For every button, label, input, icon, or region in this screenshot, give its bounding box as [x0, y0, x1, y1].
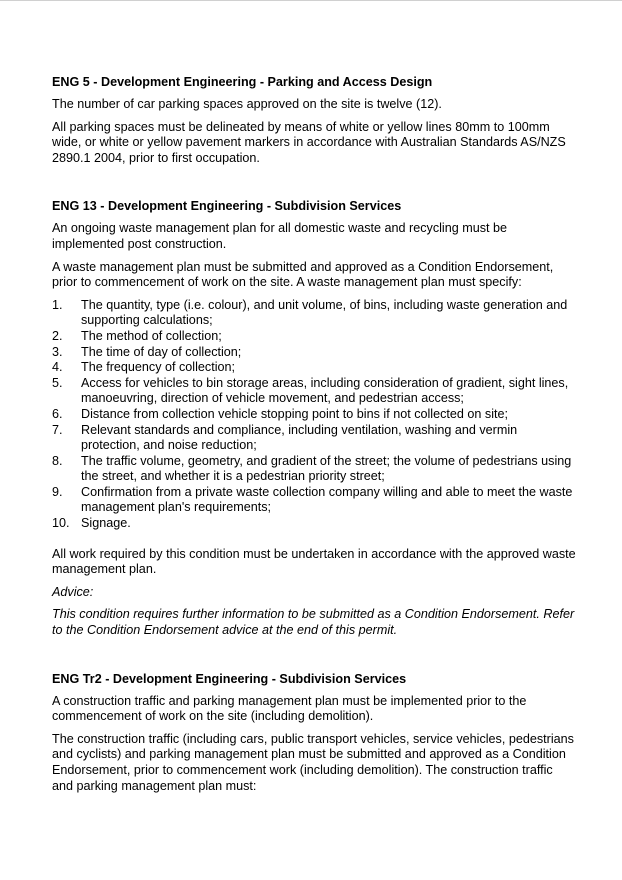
list-text: Access for vehicles to bin storage areas, including consideration of gradient, sight lines, manoeuvring, direction of vehicle movement, and pedestrian access; [81, 375, 569, 406]
advice-label: Advice: [52, 584, 94, 599]
list-text: The quantity, type (i.e. colour), and unit volume, of bins, including waste generation and supporting calculations; [81, 297, 568, 328]
list-text: The traffic volume, geometry, and gradient of the street; the volume of pedestrians using the street, and whether it is a pedestrian priority street; [81, 453, 572, 484]
paragraph: The number of car parking spaces approved on the site is twelve (12). [52, 97, 442, 111]
list-text: The method of collection; [81, 328, 222, 343]
list-item [52, 454, 577, 485]
paragraph: All work required by this condition must be undertaken in accordance with the approved waste management plan. [52, 546, 576, 577]
list-item [52, 485, 577, 516]
list-text: The frequency of collection; [81, 360, 236, 375]
list-number: 1. [52, 297, 63, 312]
advice-text: This condition requires further information to be submitted as a Condition Endorsement. Refer to the Condition Endorsement advice at the end of this permit. [52, 607, 575, 638]
page-top-border [0, 0, 622, 1]
document-page [52, 74, 577, 794]
section-heading-eng5: ENG 5 - Development Engineering - Parking and Access Design [52, 75, 433, 89]
list-item [52, 423, 577, 454]
list-number: 4. [52, 360, 63, 375]
paragraph: The construction traffic (including cars, public transport vehicles, service vehicles, pedestrians and cyclists) and parking management plan must be submitted and approved as a Condition Endorsement, prior to commencement work (including demolition). The construction traffic and parking management plan must: [52, 731, 574, 793]
requirements-list [52, 298, 577, 532]
list-item [52, 376, 577, 407]
list-item [52, 329, 577, 345]
list-text: Relevant standards and compliance, including ventilation, washing and vermin protection, and noise reduction; [81, 422, 518, 453]
list-number: 7. [52, 422, 63, 437]
list-text: Distance from collection vehicle stopping point to bins if not collected on site; [81, 406, 509, 421]
list-number: 2. [52, 328, 63, 343]
section-heading-engtr2: ENG Tr2 - Development Engineering - Subdivision Services [52, 671, 407, 686]
paragraph: A construction traffic and parking management plan must be implemented prior to the commencement of work on the site (including demolition). [52, 693, 527, 724]
list-text: The time of day of collection; [81, 344, 242, 359]
list-text: Signage. [81, 516, 131, 531]
list-text: Confirmation from a private waste collection company willing and able to meet the waste management plan's requirements; [81, 484, 573, 515]
list-number: 10. [52, 516, 70, 531]
paragraph: An ongoing waste management plan for all domestic waste and recycling must be implemented post construction. [52, 221, 508, 251]
list-item [52, 298, 577, 329]
list-number: 8. [52, 453, 63, 468]
list-item [52, 516, 577, 532]
section-heading-eng13: ENG 13 - Development Engineering - Subdivision Services [52, 199, 402, 214]
list-item [52, 360, 577, 376]
list-number: 6. [52, 406, 63, 421]
paragraph: All parking spaces must be delineated by means of white or yellow lines 80mm to 100mm wide, or white or yellow pavement markers in accordance with Australian Standards AS/NZS 2890.1 2004, prior to first occupation. [52, 119, 566, 165]
list-item [52, 407, 577, 423]
list-item [52, 345, 577, 361]
list-number: 9. [52, 484, 63, 499]
list-number: 5. [52, 375, 63, 390]
list-number: 3. [52, 344, 63, 359]
paragraph: A waste management plan must be submitted and approved as a Condition Endorsement, prior to commencement of work on the site. A waste management plan must specify: [52, 259, 554, 290]
